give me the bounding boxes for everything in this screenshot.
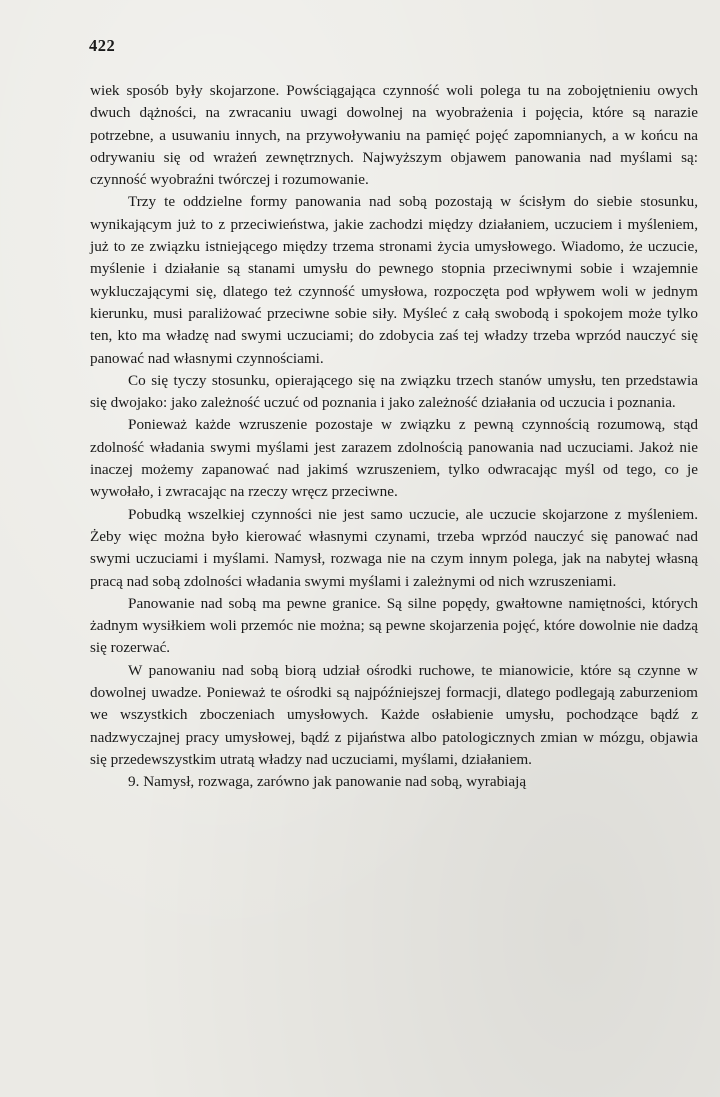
paragraph: Pobudką wszelkiej czynności nie jest samo uczucie, ale uczucie skojarzone z myśleniem. Żeby więc można było kierować własnymi czynami, trzeba wprzód nauczyć się panować nad swymi uczuciami i myślami. Namysł, rozwaga nie na czym innym polega, jak na nabytej własną pracą nad sobą zdolności władania swymi myślami i zależnymi od nich wzruszeniami. xyxy=(90,505,698,590)
paragraph: Co się tyczy stosunku, opierającego się na związku trzech stanów umysłu, ten przedstawia się dwojako: jako zależność uczuć od poznania i jako zależność działania od uczucia i poznania. xyxy=(90,371,698,412)
section-start-paragraph: 9. Namysł, rozwaga, zarówno jak panowanie nad sobą, wyrabiają xyxy=(128,773,527,791)
paragraph: W panowaniu nad sobą biorą udział ośrodki ruchowe, te mianowicie, które są czynne w dowolnej uwadze. Ponieważ te ośrodki są najpóźniejszej formacji, dlatego podlegają zaburzeniom we wszystkich zboczeniach umysłowych. Każde osłabienie umysłu, pochodzące bądź z nadzwyczajnej pracy umysłowej, bądź z pijaństwa albo patologicznych zmian w mózgu, objawia się przedewszystkim utratą władzy nad uczuciami, myślami, działaniem. xyxy=(90,661,698,768)
paragraph: Panowanie nad sobą ma pewne granice. Są silne popędy, gwałtowne namiętności, których żadnym wysiłkiem woli przemóc nie można; są pewne skojarzenia pojęć, które dowolnie nie dadzą się rozerwać. xyxy=(90,594,698,657)
paragraph: Trzy te oddzielne formy panowania nad sobą pozostają w ścisłym do siebie stosunku, wynikającym już to z przeciwieństwa, jakie zachodzi między działaniem, uczuciem i myśleniem, już to ze związku istniejącego między trzema stronami życia umysłowego. Wiadomo, że uczucie, myślenie i działanie są stanami umysłu do pewnego stopnia przeciwnymi sobie i wzajemnie wykluczającymi się, dlatego też czynność umysłowa, rozpoczęta pod wpływem woli w jednym kierunku, musi paraliżować przeciwne sobie siły. Myśleć z całą swobodą i spokojem może tylko ten, kto ma władzę nad swymi uczuciami; do zdobycia zaś tej władzy trzeba wprzód nauczyć się panować nad własnymi czynnościami. xyxy=(90,193,698,367)
page-number: 422 xyxy=(89,36,116,55)
paragraph: Ponieważ każde wzruszenie pozostaje w związku z pewną czynnością rozumową, stąd zdolność władania swymi myślami jest zarazem zdolnością panowania nad uczuciami. Jakoż nie inaczej możemy zapanować nad jakimś wzruszeniem, tylko odwracając myśl od tego, co je wywołało, i zwracając na rzeczy wręcz przeciwne. xyxy=(90,416,698,501)
body-text xyxy=(90,80,698,794)
paragraph-continued: wiek sposób były skojarzone. Powściągająca czynność woli polega tu na zobojętnieniu owych dwuch dążności, na zwracaniu uwagi dowolnej na wyobrażenia i pojęcia, które są narazie potrzebne, a usuwaniu innych, na przywoływaniu na pamięć pojęć zapomnianych, a w końcu na odrywaniu się od wrażeń zewnętrznych. Najwyższym objawem panowania nad myślami są: czynność wyobraźni twórczej i rozumowanie. xyxy=(90,82,698,189)
